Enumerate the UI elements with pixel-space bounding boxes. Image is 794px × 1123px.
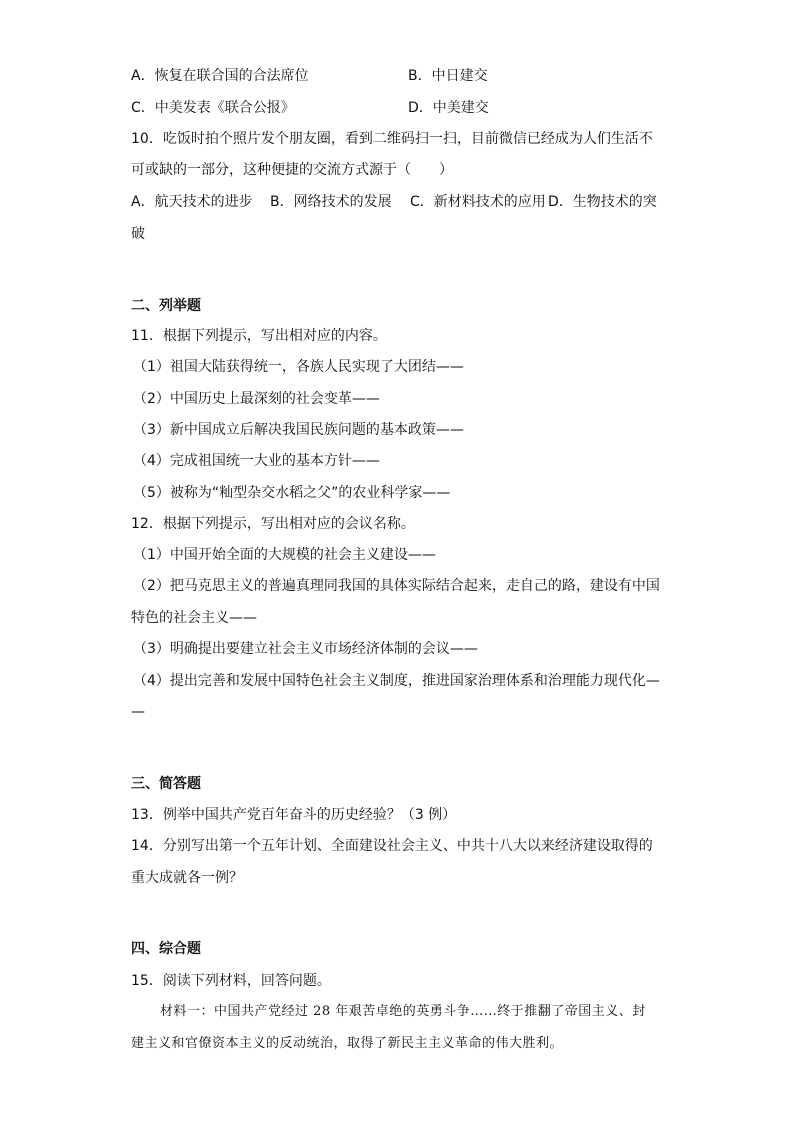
q12-item-1: （1）中国开始全面的大规模的社会主义建设——: [133, 547, 436, 563]
material-1-line1: 材料一：中国共产党经过 28 年艰苦卓绝的英勇斗争……终于推翻了帝国主义、封: [160, 1004, 646, 1019]
q12-item-3: （3）明确提出要建立社会主义市场经济体制的会议——: [133, 641, 478, 657]
q12-stem: 12．根据下列提示，写出相对应的会议名称。: [131, 516, 415, 532]
q14-stem-line1: 14．分别写出第一个五年计划、全面建设社会主义、中共十八大以来经济建设取得的: [131, 838, 653, 854]
q12-item-2-line1: （2）把马克思主义的普遍真理同我国的具体实际结合起来，走自己的路，建设有中国: [133, 578, 660, 594]
q9-option-c: C．中美发表《联合公报》: [131, 100, 295, 116]
q10-stem-line2: 可或缺的一部分，这种便捷的交流方式源于（ ）: [131, 162, 453, 178]
q10-option-b: B．网络技术的发展: [270, 194, 392, 210]
material-1-line2: 建主义和官僚资本主义的反动统治，取得了新民主主义革命的伟大胜利。: [131, 1036, 564, 1051]
q12-item-4-line2: —: [131, 704, 145, 720]
q10-option-a: A．航天技术的进步: [131, 194, 253, 210]
q9-option-d: D．中美建交: [408, 100, 489, 116]
q15-stem: 15．阅读下列材料，回答问题。: [131, 973, 331, 989]
q11-item-5: （5）被称为“籼型杂交水稻之父”的农业科学家——: [133, 485, 451, 501]
q10-stem-line1: 10．吃饭时拍个照片发个朋友圈，看到二维码扫一扫，目前微信已经成为人们生活不: [131, 131, 653, 147]
q11-item-3: （3）新中国成立后解决我国民族问题的基本政策——: [133, 422, 464, 438]
q9-option-a: A．恢复在联合国的合法席位: [131, 68, 309, 84]
q12-item-4-line1: （4）提出完善和发展中国特色社会主义制度，推进国家治理体系和治理能力现代化—: [133, 673, 660, 689]
q10-option-d-wrap: 破: [131, 226, 145, 242]
q10-option-d: D．生物技术的突: [548, 194, 657, 210]
q11-item-4: （4）完成祖国统一大业的基本方针——: [133, 453, 380, 469]
q11-item-1: （1）祖国大陆获得统一，各族人民实现了大团结——: [133, 359, 464, 375]
section-2-title: 二、列举题: [131, 298, 201, 314]
q14-stem-line2: 重大成就各一例？: [131, 870, 243, 886]
q11-stem: 11．根据下列提示，写出相对应的内容。: [131, 328, 387, 344]
q12-item-2-line2: 特色的社会主义——: [131, 610, 257, 626]
section-4-title: 四、综合题: [131, 941, 201, 957]
q13-stem: 13．例举中国共产党百年奋斗的历史经验？（3 例）: [131, 807, 457, 823]
q10-option-c: C．新材料技术的应用: [410, 194, 546, 210]
q9-option-b: B．中日建交: [408, 68, 488, 84]
section-3-title: 三、简答题: [131, 776, 201, 792]
q11-item-2: （2）中国历史上最深刻的社会变革——: [133, 391, 380, 407]
